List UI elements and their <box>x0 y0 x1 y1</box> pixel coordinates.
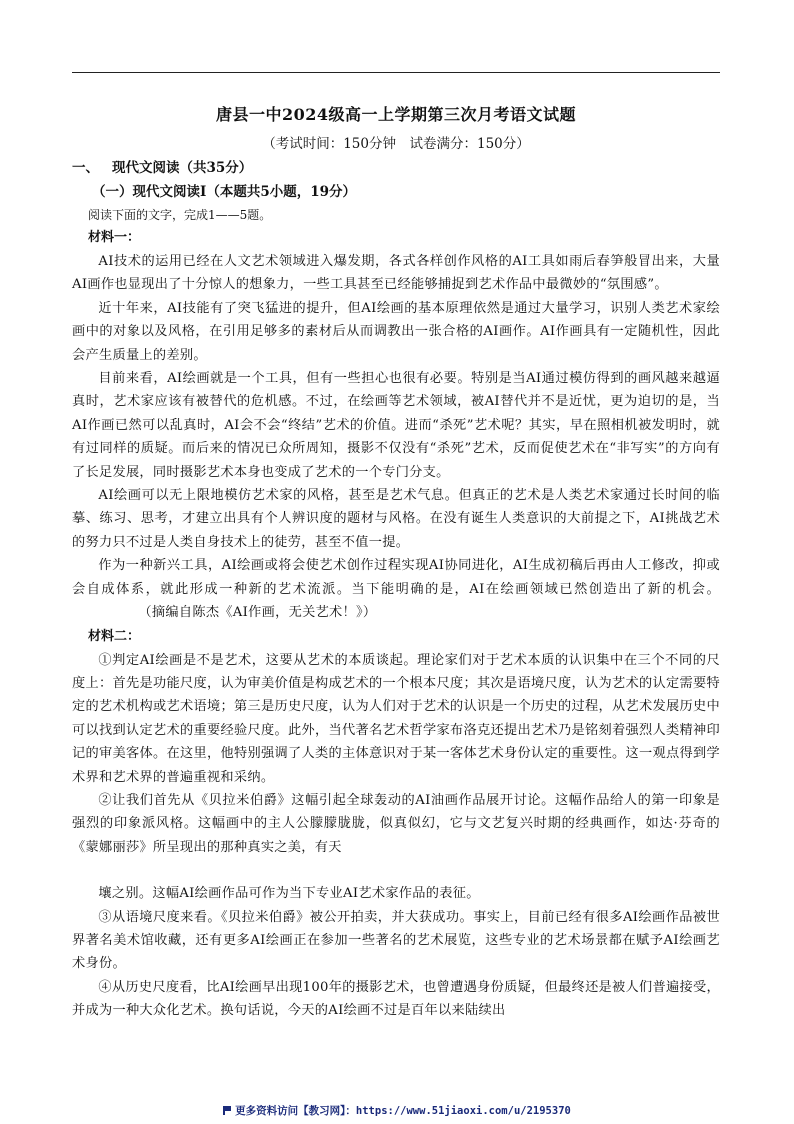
material-2-continued-paragraph: ③从语境尺度来看。《贝拉米伯爵》被公开拍卖，并大获成功。事实上，目前已经有很多AI绘画作品被世界著名美术馆收藏，还有更多AI绘画正在参加一些著名的艺术展览，这些专业的艺术场景都在赋予AI绘画艺术身份。 <box>72 909 720 972</box>
section-title: 现代文阅读（共35分） <box>112 160 253 176</box>
header-rule <box>72 72 720 73</box>
section-heading <box>72 156 720 180</box>
material-2-paragraph: ①判定AI绘画是不是艺术，这要从艺术的本质谈起。理论家们对于艺术本质的认识集中在三个不同的尺度上：首先是功能尺度，认为审美价值是构成艺术的一个根本尺度；其次是语境尺度，认为艺术的认定需要特定的艺术机构或艺术语境；第三是历史尺度，认为人们对于艺术的认识是一个历史的过程，从艺术发展历史中可以找到认定艺术的重要经验尺度。此外，当代著名艺术哲学家布洛克还提出艺术乃是铭刻着强烈人类精神印记的审美客体。在这里，他特别强调了人类的主体意识对于某一客体艺术身份认定的重要性。这一观点得到学术界和艺术界的普遍重视和采纳。 <box>72 652 720 785</box>
material-2-continued-paragraph: ④从历史尺度看，比AI绘画早出现100年的摄影艺术，也曾遭遇身份质疑，但最终还是被人们普遍接受，并成为一种大众化艺术。换句话说，今天的AI绘画不过是百年以来陆续出 <box>72 979 720 1019</box>
page-gap <box>72 859 720 882</box>
exam-title: 唐县一中2024级高一上学期第三次月考语文试题 <box>215 105 577 124</box>
material-1-label: 材料一： <box>88 230 141 245</box>
material-2-paragraph: ②让我们首先从《贝拉米伯爵》这幅引起全球轰动的AI油画作品展开讨论。这幅作品给人的第一印象是强烈的印象派风格。这幅画中的主人公朦朦胧胧，似真似幻，它与文艺复兴时期的经典画作，如达·芬奇的《蒙娜丽莎》所呈现出的那种真实之美，有天 <box>72 792 720 855</box>
footer-text: 更多资料访问【教习网】：https://www.51jiaoxi.com/u/2195370 <box>235 1105 571 1117</box>
material-2-continued-paragraph: 壤之别。这幅AI绘画作品可作为当下专业AI艺术家作品的表征。 <box>98 886 480 902</box>
material-1-last-paragraph <box>72 554 720 624</box>
material-1-source: （摘编自陈杰《AI作画，无关艺术！》） <box>138 605 377 621</box>
material-1-paragraph: AI技术的运用已经在人文艺术领域进入爆发期，各式各样创作风格的AI工具如雨后春笋般冒出来，大量AI画作也显现出了十分惊人的想象力，一些工具甚至已经能够捕捉到艺术作品中最微妙的“氛围感”。 <box>72 254 720 293</box>
material-1-paragraph: 目前来看，AI绘画就是一个工具，但有一些担心也很有必要。特别是当AI通过模仿得到的画风越来越逼真时，艺术家应该有被替代的危机感。不过，在绘画等艺术领域，被AI替代并不是近忧，更为迫切的是，当AI作画已然可以乱真时，AI会不会“终结”艺术的价值。进而“杀死”艺术呢？其实，早在照相机被发明时，就有过同样的质疑。而后来的情况已众所周知，摄影不仅没有“杀死”艺术，反而促使艺术在“非写实”的方向有了长足发展，同时摄影艺术本身也变成了艺术的一个专门分支。 <box>72 371 720 480</box>
material-1-last-text: 作为一种新兴工具，AI绘画或将会使艺术创作过程实现AI协同进化，AI生成初稿后再由人工修改，抑或会自成体系，就此形成一种新的艺术流派。当下能明确的是，AI在绘画领域已然创造出了新的机会。 <box>72 558 720 597</box>
subsection-heading: （一）现代文阅读Ⅰ（本题共5小题，19分） <box>92 184 356 200</box>
material-2-label: 材料二： <box>88 628 141 644</box>
exam-content <box>72 98 720 1023</box>
flag-icon <box>223 1106 231 1115</box>
material-1-paragraph: 近十年来，AI技能有了突飞猛进的提升，但AI绘画的基本原理依然是通过大量学习，识别人类艺术家绘画中的对象以及风格，在引用足够多的素材后从而调教出一张合格的AI画作。AI作画具有一定随机性，因此会产生质量上的差别。 <box>72 300 720 363</box>
footer-link[interactable] <box>0 1104 794 1118</box>
material-1-paragraph: AI绘画可以无上限地模仿艺术家的风格，甚至是艺术气息。但真正的艺术是人类艺术家通过长时间的临摹、练习、思考，才建立出具有个人辨识度的题材与风格。在没有诞生人类意识的大前提之下，AI挑战艺术的努力只不过是人类自身技术上的徒劳，甚至不值一提。 <box>72 488 720 550</box>
exam-subtitle: （考试时间：150分钟 试卷满分：150分） <box>262 136 530 152</box>
section-number: 一、 <box>72 160 99 176</box>
reading-instruction: 阅读下面的文字，完成1——5题。 <box>88 208 272 222</box>
